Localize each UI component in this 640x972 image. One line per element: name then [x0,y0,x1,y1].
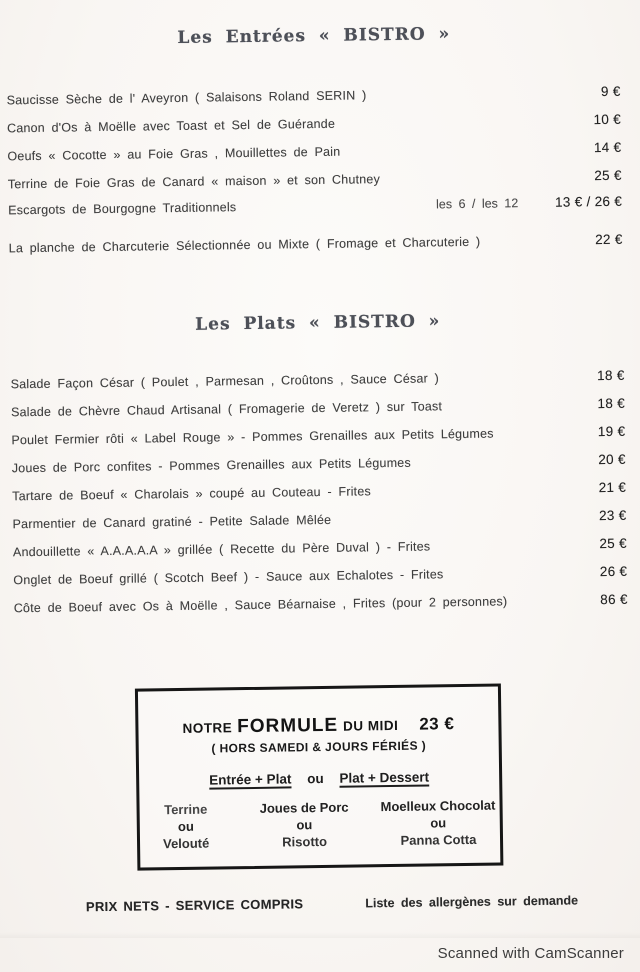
menu-item-price: 18 € [597,395,626,412]
menu-item-name: Poulet Fermier rôti « Label Rouge » - Pommes Grenailles aux Petits Légumes [11,426,494,448]
menu-item-price: 21 € [598,479,627,496]
menu-item-name: Andouillette « A.A.A.A.A » grillée ( Recette du Père Duval ) - Frites [12,539,431,560]
formule-price: 23 € [419,714,455,734]
entrees-section-title: Les Entrées « BISTRO » [177,24,451,48]
combo-entree-plat: Entrée + Plat [209,771,292,788]
menu-item-price: 25 € [599,535,628,552]
menu-item-price: 10 € [593,111,622,128]
menu-item-row [7,140,621,165]
menu-item-row [12,508,626,533]
menu-item-price: 19 € [597,423,626,440]
choice-second: Panna Cotta [400,831,477,848]
menu-item-row [13,536,627,561]
menu-item-price: 13 € / 26 € [554,193,623,210]
formule-title-formule: FORMULE [237,714,339,738]
menu-item-row [12,480,626,505]
scan-edge-shadow [0,932,640,938]
choice-or: ou [177,818,194,835]
combo-plat-dessert: Plat + Dessert [339,769,430,786]
menu-item-row [11,396,625,421]
menu-item-name: Terrine de Foie Gras de Canard « maison » et son Chutney [7,172,381,192]
formule-choice-plat [260,799,350,851]
footer-allergenes: Liste des allergènes sur demande [365,893,579,911]
menu-item-price: 26 € [599,563,628,580]
formule-choice-entree [144,800,229,852]
menu-item-name: Escargots de Bourgogne Traditionnels [8,200,237,218]
menu-item-name: Côte de Boeuf avec Os à Moëlle , Sauce Béarnaise , Frites (pour 2 personnes) [13,594,508,616]
choice-first: Moelleux Chocolat [380,797,496,815]
menu-item-price: 18 € [596,367,625,384]
menu-item-price: 25 € [594,167,622,184]
menu-item-row [8,168,622,193]
menu-item-price: 22 € [595,231,623,248]
menu-item-row [12,452,626,477]
menu-item-name: Joues de Porc confites - Pommes Grenailles aux Petits Légumes [11,455,411,476]
formule-choices [139,797,500,853]
menu-item-row [8,194,622,219]
entrees-list [7,84,623,269]
menu-item-price: 23 € [598,507,627,524]
menu-item-price: 14 € [593,139,622,156]
menu-item-name: Tartare de Boeuf « Charolais » coupé au Couteau - Frites [12,484,372,504]
menu-item-price: 20 € [598,451,626,468]
menu-item-name: Oeufs « Cocotte » au Foie Gras , Mouillettes de Pain [7,144,341,164]
menu-item-price: 86 € [600,591,628,608]
menu-item-row [14,592,628,617]
menu-item-portion-note: les 6 / les 12 [435,196,519,212]
choice-or: ou [296,817,313,833]
menu-item-name: Salade Façon César ( Poulet , Parmesan , Croûtons , Sauce César ) [10,371,440,392]
formule-combo-line [139,769,499,789]
formule-title-du-midi: DU MIDI [342,717,399,734]
menu-item-row [9,232,623,257]
menu-item-row [7,84,621,109]
menu-item-name: La planche de Charcuterie Sélectionnée ou Mixte ( Fromage et Charcuterie ) [8,234,481,256]
choice-first: Joues de Porc [259,799,349,816]
menu-item-name: Canon d'Os à Moëlle avec Toast et Sel de Guérande [6,116,336,136]
formule-subtitle: ( HORS SAMEDI & JOURS FÉRIÉS ) [211,738,427,756]
menu-item-row [11,368,625,393]
menu-item-row [13,564,627,589]
menu-item-row [11,424,625,449]
camscanner-watermark: Scanned with CamScanner [437,945,624,962]
formule-title-notre: NOTRE [182,720,233,736]
menu-item-name: Parmentier de Canard gratiné - Petite Salade Mêlée [12,512,332,532]
footer-line [6,891,640,915]
formule-title [138,713,498,740]
menu-item-row [7,112,621,137]
menu-item-name: Salade de Chèvre Chaud Artisanal ( Fromagerie de Veretz ) sur Toast [10,399,443,420]
choice-or: ou [430,815,447,831]
choice-first: Terrine [164,801,208,818]
menu-item-price: 9 € [600,83,621,100]
choice-second: Velouté [162,835,210,852]
plats-section-title: Les Plats « BISTRO » [195,311,441,335]
combo-or: ou [307,770,324,787]
plats-list [11,368,628,629]
footer-prix-nets: PRIX NETS - SERVICE COMPRIS [85,896,304,915]
menu-item-name: Saucisse Sèche de l' Aveyron ( Salaisons Roland SERIN ) [6,88,367,108]
choice-second: Risotto [282,833,328,850]
menu-item-name: Onglet de Boeuf grillé ( Scotch Beef ) - Sauce aux Echalotes - Frites [13,567,444,588]
formule-du-midi-box [135,683,504,870]
formule-choice-dessert [380,797,496,850]
